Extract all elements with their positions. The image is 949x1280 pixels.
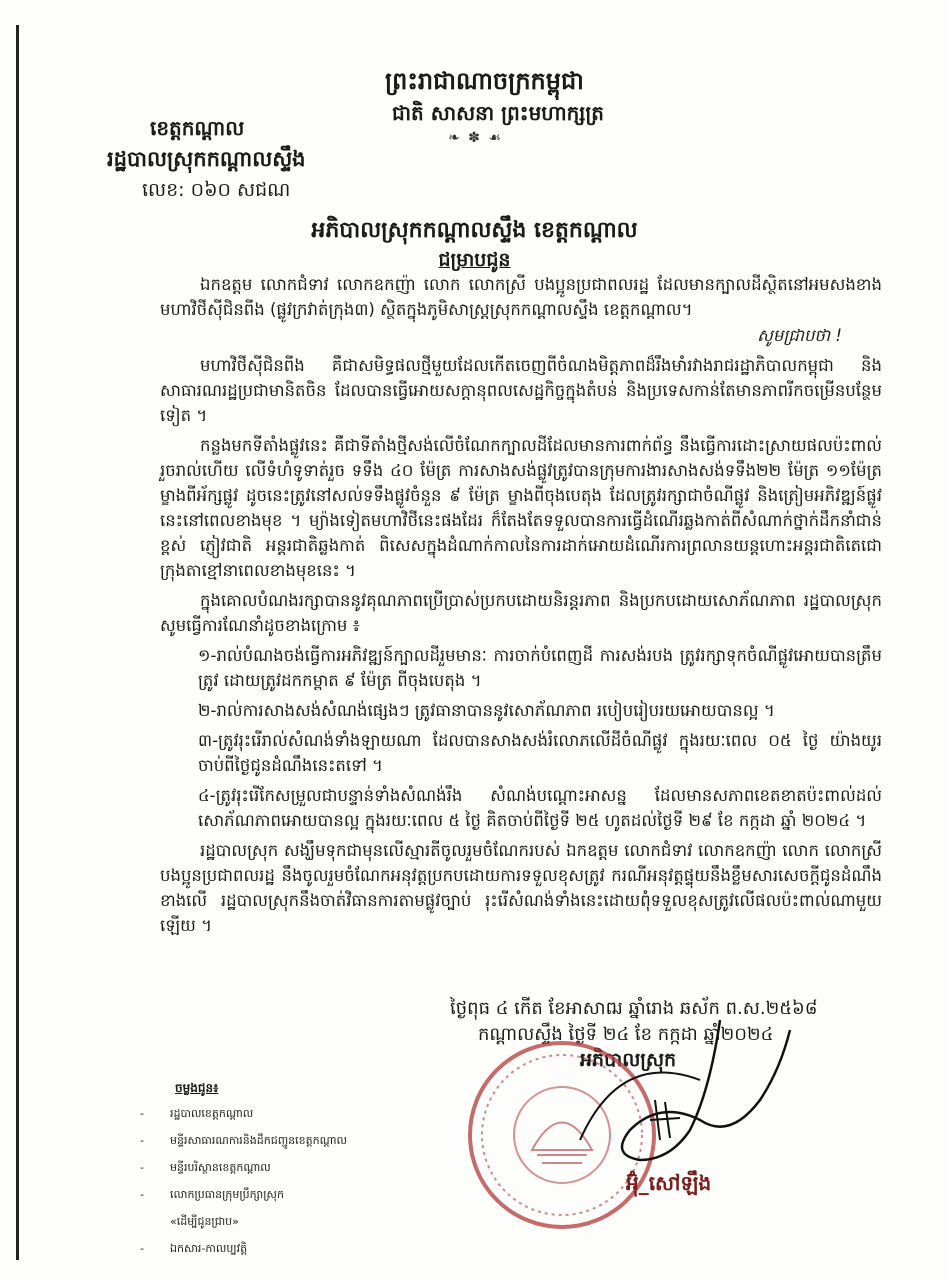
province-name: ខេត្តកណ្ដាល <box>150 116 245 140</box>
address-paragraph: ឯកឧត្តម លោកជំទាវ លោកឧកញ៉ា លោក លោកស្រី បងប្អូនប្រជាពលរដ្ឋ ដែលមានក្បាលដីស្ថិតនៅអមសងខាង មហាវិថីស៊ីជិនពីង (ផ្លូវក្រវាត់ក្រុង៣) ស្ថិតក្នុងភូមិសាស្ត្រស្រុកកណ្ដាលស្ទឹង ខេត្តកណ្ដាល។ <box>160 275 882 319</box>
paragraph-1: មហាវិថីស៊ីជិនពីង គឺជាសមិទ្ធផលថ្មីមួយដែលកើតចេញពីចំណងមិត្តភាពដ៏រឹងមាំរវាងរាជរដ្ឋាភិបាលកម្ពុជា និងសាធារណរដ្ឋប្រជាមានិតចិន ដែលបានធ្វើអោយសក្ដានុពលសេដ្ឋកិច្ចក្នុងតំបន់ និងប្រទេសកាន់តែមានភាពរីកចម្រើនបន្ថែមទៀត ។ <box>160 356 882 425</box>
respectfully-heading: ជម្រាបជូន <box>438 249 511 271</box>
recipient-label: មន្ទីរសាធារណការនិងដឹកជញ្ជូនខេត្តកណ្ដាល <box>170 1134 347 1147</box>
lunar-date: ថ្ងៃពុធ ៤ កេីត ខែអាសាឍ ឆ្នាំរោង ឆស័ក ព.ស.២៥៦៨ <box>450 998 818 1019</box>
instruction-item: ១-រាល់បំណងចង់ធ្វើការអភិវឌ្ឍន៍ក្បាលដីរួមមានៈ ការចាក់បំពេញដី ការសង់របង ត្រូវរក្សាទុកចំណីផ្លូវអោយបានត្រឹមត្រូវ ដោយត្រូវដកកម្ពាត ៩ ម៉ែត្រ ពីចុងបេតុង ។ <box>198 646 882 690</box>
instruction-item: ៤-ត្រូវរុះរើកែសម្រួលជាបន្ទាន់ទាំងសំណង់រឹង សំណង់បណ្ដោះអាសន្ន ដែលមានសភាពខេតខាតប៉ះពាល់ដល់សោភ័ណភាពអោយបានល្អ ក្នុងរយៈពេល ៥ ថ្ងៃ គិតចាប់ពីថ្ងៃទី ២៥ ហូតដល់ថ្ងៃទី ២៩ ខែ កក្កដា ឆ្នាំ ២០២៤ ។ <box>198 786 882 830</box>
governor-title: អភិបាលស្រុកកណ្ដាលស្ទឹង ខេត្តកណ្ដាល <box>311 218 638 243</box>
recipient-label: «ដើម្បីជូនជ្រាប» <box>170 1215 239 1228</box>
recipient-label: រដ្ឋបាលខេត្តកណ្ដាល <box>170 1107 254 1120</box>
letter-body <box>160 272 882 943</box>
recipient-dash: - <box>140 1161 144 1174</box>
recipients-list <box>140 1100 347 1262</box>
recipient-item <box>140 1235 347 1262</box>
recipient-item <box>140 1100 347 1127</box>
kingdom-heading: ព្រះរាជាណាចក្រកម្ពុជា <box>385 67 584 95</box>
recipient-item <box>140 1181 347 1208</box>
recipient-label: លោកប្រធានក្រុមប្រឹក្សាស្រុក <box>170 1188 284 1201</box>
recipient-item <box>140 1154 347 1181</box>
paragraph-4: រដ្ឋបាលស្រុក សង្ឃឹមទុកជាមុនលើស្មារតីចូលរួមចំណែករបស់ ឯកឧត្តម លោកជំទាវ លោកឧកញ៉ា លោក លោកស្រី បងប្អូនប្រជាពលរដ្ឋ នឹងចូលរួមចំណែកអនុវត្តប្រកបដោយការទទួលខុសត្រូវ ករណីអនុវត្តផ្ទុយនឹងខ្លឹមសារសេចក្ដីជូនដំណឹងខាងលើ រដ្ឋបាលស្រុកនឹងចាត់វិធានការតាមផ្លូវច្បាប់ រុះរើសំណង់ទាំងនេះដោយពុំទទួលខុសត្រូវលើផលប៉ះពាល់ណាមួយឡើយ ។ <box>160 841 882 935</box>
left-margin-line <box>16 25 19 1260</box>
district-administration: រដ្ឋបាលស្រុកកណ្ដាលស្ទឹង <box>107 147 306 171</box>
national-motto: ជាតិ សាសនា ព្រះមហាក្សត្រ <box>392 101 604 125</box>
recipient-dash: - <box>140 1242 144 1255</box>
signer-name: អ៊ុំ_សៅឡឹង <box>626 1171 712 1195</box>
handwritten-signature-icon <box>560 1010 800 1190</box>
recipient-label: មន្ទីរបរិស្ថានខេត្តកណ្ដាល <box>170 1161 271 1174</box>
motto-ornament: ❧ ✽ ☙ <box>448 130 503 146</box>
recipient-label: ឯកសារ-កាលប្បវត្តិ <box>170 1242 248 1255</box>
recipient-item <box>140 1127 347 1154</box>
instruction-item: ៣-ត្រូវរុះរើរាល់សំណង់ទាំងឡាយណា ដែលបានសាងសង់រំលោភលើដីចំណីផ្លូវ ក្នុងរយៈពេល ០៥ ថ្ងៃ យ៉ាងយូរចាប់ពីថ្ងៃជូនដំណឹងនេះតទៅ ។ <box>198 731 882 775</box>
paragraph-2: កន្លងមកទីតាំងផ្លូវនេះ គឺជាទីតាំងថ្មីសង់លើចំណែកក្បាលដីដែលមានការពាក់ព័ន្ធ នឹងធ្វើការដោះស្រាយផលប៉ះពាល់រួចរាល់ហើយ លើទំហំទូទាត់រួច ទទឹង ៤០ ម៉ែត្រ ការសាងសង់ផ្លូវត្រូវបានក្រុមការងារសាងសង់ទទឹង២២ ម៉ែត្រ ១១ម៉ែត្រម្ខាងពីអ័ក្សផ្លូវ ដូចនេះត្រូវនៅសល់ទទឹងផ្លូវចំនួន ៩ ម៉ែត្រ ម្ខាងពីចុងបេតុង ដែលត្រូវរក្សាជាចំណីផ្លូវ និងត្រៀមអភិវឌ្ឍន៍ផ្លូវនេះនៅពេលខាងមុខ ។ ម្យ៉ាងទៀតមហាវិថីនេះផងដែរ ក៏តែងតែទទួលបានការធ្វើដំណើរឆ្លងកាត់ពីសំណាក់ថ្នាក់ដឹកនាំជាន់ខ្ពស់ ភ្ញៀវជាតិ អន្តរជាតិឆ្លងកាត់ ពិសេសក្នុងដំណាក់កាលនៃការដាក់អោយដំណើរការព្រលានយន្តហោះអន្តរជាតិតេជោក្រុងតាខ្មៅនាពេលខាងមុខនេះ ។ <box>160 436 882 580</box>
solar-date: កណ្ដាលស្ទឹង ថ្ងៃទី ២៤ ខែ កក្កដា ឆ្នាំ២០២៤ <box>478 1024 774 1045</box>
instruction-list <box>160 643 882 833</box>
salutation-wish: សូមជ្រាបថា ! <box>757 326 842 345</box>
signatory-title: អភិបាលស្រុក <box>580 1049 677 1071</box>
recipients-title: ចម្លងជូន៖ <box>175 1081 219 1095</box>
recipient-dash: - <box>140 1107 144 1120</box>
recipient-dash: - <box>140 1134 144 1147</box>
paragraph-3: ក្នុងគោលបំណងរក្សាបាននូវគុណភាពប្រើប្រាស់ប្រកបដោយនិរន្តរភាព និងប្រកបដោយសោភ័ណភាព រដ្ឋបាលស្រុក សូមធ្វើការណែនាំដូចខាងក្រោម ៖ <box>160 591 882 635</box>
instruction-item: ២-រាល់ការសាងសង់សំណង់ផ្សេងៗ ត្រូវធានាបាននូវសោភ័ណភាព របៀបរៀបរយអោយបានល្អ ។ <box>198 701 775 720</box>
recipient-item <box>140 1208 347 1235</box>
document-number: លេខ: ០៦០ សជណ <box>142 179 291 201</box>
recipient-dash: - <box>140 1188 144 1201</box>
